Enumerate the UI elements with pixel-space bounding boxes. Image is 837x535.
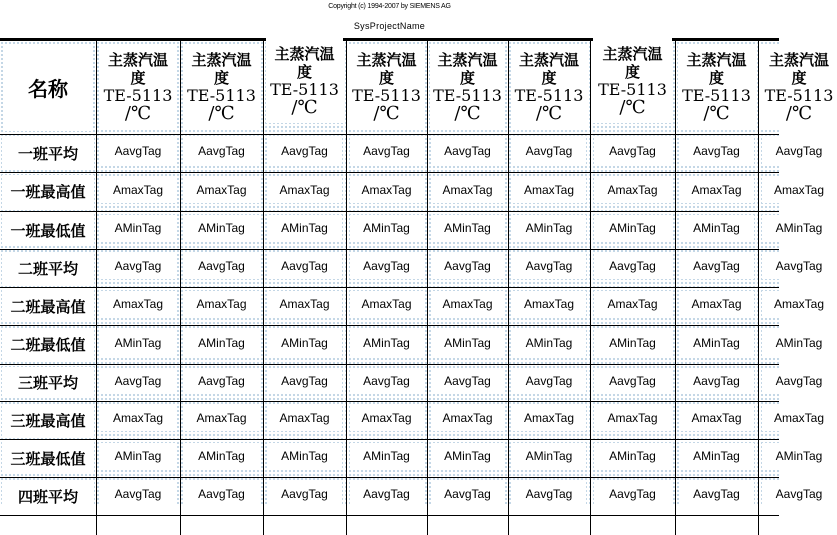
value-cell: AmaxTag	[184, 291, 259, 317]
grid-line	[0, 477, 779, 478]
column-header-line3: TE-5113	[682, 85, 751, 105]
value-cell: AMinTag	[679, 215, 754, 241]
value-cell: AMinTag	[350, 329, 423, 356]
column-header-line4: /℃	[703, 102, 730, 124]
value-cell: AavgTag	[184, 481, 259, 507]
value-cell: AmaxTag	[184, 176, 259, 203]
grid-line	[0, 172, 779, 173]
value-cell: AMinTag	[431, 443, 504, 469]
value-cell: AMinTag	[762, 215, 836, 241]
value-cell: AmaxTag	[100, 405, 176, 431]
column-header-cell	[678, 44, 755, 129]
value-cell: AavgTag	[594, 368, 671, 393]
grid-line	[0, 401, 779, 402]
value-cell: AMinTag	[594, 329, 671, 356]
value-cell: AavgTag	[679, 481, 754, 507]
value-cell: AavgTag	[100, 481, 176, 507]
column-header-line4: /℃	[619, 96, 646, 118]
grid-line	[0, 287, 779, 288]
grid-line	[0, 364, 779, 365]
value-cell: AavgTag	[512, 368, 586, 393]
column-header-line1: 主蒸汽温	[107, 50, 168, 69]
column-header-line4: /℃	[124, 102, 152, 124]
value-cell: AmaxTag	[350, 291, 423, 317]
value-cell: AavgTag	[350, 138, 423, 164]
row-label: 四班平均	[2, 480, 94, 512]
value-cell: AavgTag	[679, 253, 754, 279]
value-cell: AavgTag	[594, 138, 671, 164]
column-header-line1: 主蒸汽温	[356, 50, 417, 69]
column-header-line1: 主蒸汽温	[191, 50, 252, 69]
column-header-cell	[99, 44, 177, 129]
grid-line	[96, 41, 97, 535]
value-cell: AMinTag	[762, 329, 836, 356]
value-cell: AmaxTag	[512, 176, 586, 203]
row-label: 一班最低值	[2, 214, 94, 246]
project-name: SysProjectName	[353, 21, 426, 31]
value-cell: AMinTag	[100, 215, 176, 241]
value-cell: AMinTag	[594, 215, 671, 241]
grid-line	[0, 249, 779, 250]
value-cell: AmaxTag	[267, 405, 342, 431]
value-cell: AavgTag	[762, 368, 836, 393]
value-cell: AavgTag	[184, 368, 259, 393]
row-label: 一班平均	[2, 137, 94, 169]
value-cell: AavgTag	[184, 253, 259, 279]
value-cell: AavgTag	[100, 138, 176, 164]
value-cell: AmaxTag	[431, 176, 504, 203]
value-cell: AavgTag	[679, 368, 754, 393]
column-header-line2: 度	[296, 62, 312, 81]
value-cell: AMinTag	[512, 443, 586, 469]
column-header-cell	[511, 44, 587, 129]
value-cell: AavgTag	[679, 138, 754, 164]
column-header-line3: TE-5113	[187, 85, 256, 105]
value-cell: AavgTag	[431, 253, 504, 279]
column-header-line1: 主蒸汽温	[768, 50, 829, 69]
row-label: 三班平均	[2, 367, 94, 398]
grid-line	[590, 41, 591, 535]
value-cell: AavgTag	[594, 481, 671, 507]
value-cell: AmaxTag	[184, 405, 259, 431]
value-cell: AavgTag	[594, 253, 671, 279]
grid-line	[675, 41, 676, 535]
column-header-cell	[593, 38, 672, 123]
value-cell: AmaxTag	[594, 405, 671, 431]
value-cell: AmaxTag	[512, 405, 586, 431]
value-cell: AMinTag	[184, 215, 259, 241]
value-cell: AavgTag	[431, 138, 504, 164]
value-cell: AavgTag	[267, 368, 342, 393]
grid-line	[263, 41, 264, 535]
value-cell: AavgTag	[512, 138, 586, 164]
column-header-line1: 主蒸汽温	[274, 44, 335, 63]
value-cell: AmaxTag	[762, 405, 836, 431]
grid-line	[346, 41, 347, 535]
value-cell: AavgTag	[184, 138, 259, 164]
value-cell: AMinTag	[512, 329, 586, 356]
column-header-line3: TE-5113	[103, 85, 173, 105]
report-table	[0, 41, 834, 506]
grid-line	[0, 515, 779, 516]
column-header-line3: TE-5113	[764, 85, 834, 105]
column-header-line3: TE-5113	[270, 79, 339, 99]
column-header-cell	[266, 38, 343, 123]
value-cell: AmaxTag	[512, 291, 586, 317]
grid-line	[758, 41, 759, 535]
row-label: 三班最高值	[2, 404, 94, 436]
column-header-line3: TE-5113	[352, 85, 421, 105]
column-header-line3: TE-5113	[433, 85, 502, 105]
value-cell: AMinTag	[350, 215, 423, 241]
value-cell: AavgTag	[431, 481, 504, 507]
value-cell: AmaxTag	[762, 176, 836, 203]
value-cell: AMinTag	[267, 215, 342, 241]
value-cell: AmaxTag	[100, 176, 176, 203]
column-header-line2: 度	[541, 68, 557, 87]
value-cell: AavgTag	[512, 481, 586, 507]
value-cell: AavgTag	[267, 253, 342, 279]
value-cell: AMinTag	[594, 443, 671, 469]
value-cell: AmaxTag	[762, 291, 836, 317]
row-label: 一班最高值	[2, 175, 94, 208]
value-cell: AmaxTag	[431, 291, 504, 317]
value-cell: AMinTag	[679, 329, 754, 356]
row-label: 二班平均	[2, 252, 94, 284]
value-cell: AMinTag	[267, 329, 342, 356]
value-cell: AmaxTag	[100, 291, 176, 317]
value-cell: AavgTag	[350, 368, 423, 393]
value-cell: AMinTag	[431, 215, 504, 241]
value-cell: AmaxTag	[350, 405, 423, 431]
value-cell: AMinTag	[350, 443, 423, 469]
column-header-line4: /℃	[208, 102, 235, 124]
column-header-line2: 度	[708, 68, 724, 87]
grid-line	[180, 41, 181, 535]
column-header-line4: /℃	[535, 102, 563, 124]
value-cell: AMinTag	[100, 329, 176, 356]
column-header-line2: 度	[130, 68, 146, 87]
value-cell: AavgTag	[762, 253, 836, 279]
value-cell: AmaxTag	[594, 291, 671, 317]
value-cell: AavgTag	[100, 253, 176, 279]
grid-line	[0, 211, 779, 212]
value-cell: AMinTag	[267, 443, 342, 469]
column-header-cell	[430, 44, 505, 129]
grid-line	[0, 439, 779, 440]
value-cell: AavgTag	[512, 253, 586, 279]
value-cell: AMinTag	[762, 443, 836, 469]
column-header-line2: 度	[624, 62, 640, 81]
column-header-line1: 主蒸汽温	[686, 50, 747, 69]
value-cell: AavgTag	[267, 138, 342, 164]
value-cell: AavgTag	[762, 138, 836, 164]
row-label: 二班最低值	[2, 328, 94, 361]
column-header-cell	[349, 44, 424, 129]
value-cell: AavgTag	[350, 253, 423, 279]
column-header-line1: 主蒸汽温	[437, 50, 498, 69]
column-header-line2: 度	[791, 68, 807, 87]
grid-line	[427, 41, 428, 535]
value-cell: AmaxTag	[267, 291, 342, 317]
column-header-line3: TE-5113	[598, 79, 667, 99]
column-header-line2: 度	[378, 68, 394, 87]
value-cell: AmaxTag	[431, 405, 504, 431]
value-cell: AmaxTag	[267, 176, 342, 203]
column-header-line4: /℃	[785, 102, 813, 124]
column-header-line1: 主蒸汽温	[518, 50, 579, 69]
column-header-cell	[183, 44, 260, 129]
value-cell: AavgTag	[762, 481, 836, 507]
column-header-cell	[761, 44, 837, 129]
value-cell: AMinTag	[679, 443, 754, 469]
value-cell: AavgTag	[350, 481, 423, 507]
column-header-line1: 主蒸汽温	[602, 44, 663, 63]
value-cell: AMinTag	[512, 215, 586, 241]
value-cell: AMinTag	[184, 329, 259, 356]
row-label: 二班最高值	[2, 290, 94, 322]
report-header	[0, 0, 779, 38]
grid-line	[508, 41, 509, 535]
name-header-cell: 名称	[3, 44, 93, 131]
column-header-line3: TE-5113	[514, 85, 584, 105]
row-label: 三班最低值	[2, 442, 94, 474]
value-cell: AavgTag	[100, 368, 176, 393]
copyright-text: Copyright (c) 1994-2007 by SIEMENS AG	[328, 3, 451, 10]
value-cell: AmaxTag	[350, 176, 423, 203]
grid-line	[0, 325, 779, 326]
value-cell: AMinTag	[431, 329, 504, 356]
value-cell: AMinTag	[184, 443, 259, 469]
value-cell: AavgTag	[431, 368, 504, 393]
value-cell: AMinTag	[100, 443, 176, 469]
column-header-line2: 度	[459, 68, 475, 87]
column-header-line4: /℃	[373, 102, 400, 124]
column-header-line4: /℃	[291, 96, 318, 118]
column-header-line4: /℃	[454, 102, 481, 124]
value-cell: AavgTag	[267, 481, 342, 507]
column-header-line2: 度	[213, 68, 229, 87]
value-cell: AmaxTag	[679, 176, 754, 203]
value-cell: AmaxTag	[594, 176, 671, 203]
value-cell: AmaxTag	[679, 405, 754, 431]
grid-line	[0, 134, 779, 135]
value-cell: AmaxTag	[679, 291, 754, 317]
